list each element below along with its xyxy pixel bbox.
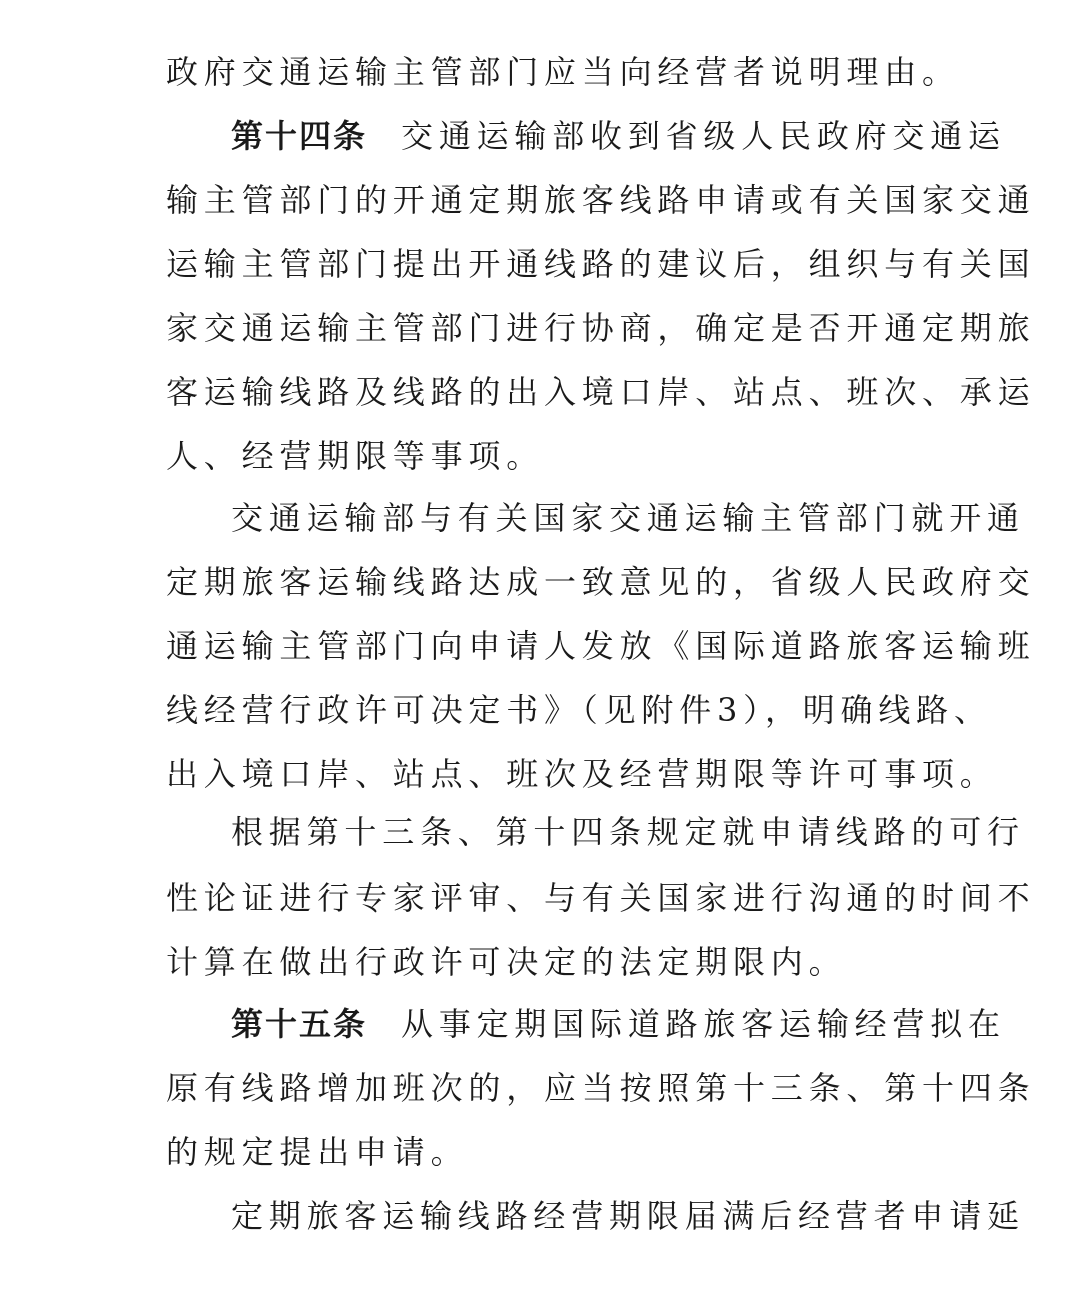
text-line: 线经营行政许可决定书》（见附件3），明确线路、: [166, 691, 992, 729]
text-line: 性论证进行专家评审、与有关国家进行沟通的时间不: [166, 879, 1036, 917]
text-line: 的规定提出申请。: [166, 1133, 469, 1171]
text-line: 家交通运输主管部门进行协商，确定是否开通定期旅: [166, 309, 1036, 347]
text-line: 从事定期国际道路旅客运输经营拟在: [401, 1005, 1006, 1043]
text-line: 根据第十三条、第十四条规定就申请线路的可行: [231, 813, 1025, 851]
text-line: 政府交通运输主管部门应当向经营者说明理由。: [166, 53, 960, 91]
text-line: 客运输线路及线路的出入境口岸、站点、班次、承运: [166, 373, 1036, 411]
article-14-heading: 第十四条: [231, 117, 368, 155]
text-line: 交通运输部收到省级人民政府交通运: [401, 117, 1006, 155]
article-15-first-line: [231, 992, 1006, 1056]
text-line: 人、经营期限等事项。: [166, 437, 545, 475]
article-14-first-line: [231, 104, 1006, 168]
text-line: 运输主管部门提出开通线路的建议后，组织与有关国: [166, 245, 1036, 283]
text-line: 定期旅客运输线路达成一致意见的，省级人民政府交: [166, 563, 1036, 601]
text-line: 原有线路增加班次的，应当按照第十三条、第十四条: [166, 1069, 1036, 1107]
text-line: 计算在做出行政许可决定的法定期限内。: [166, 943, 847, 981]
text-line: 出入境口岸、站点、班次及经营期限等许可事项。: [166, 755, 998, 793]
article-15-heading: 第十五条: [231, 1005, 368, 1043]
text-line: 通运输主管部门向申请人发放《国际道路旅客运输班: [166, 627, 1036, 665]
text-line: 交通运输部与有关国家交通运输主管部门就开通: [231, 499, 1025, 537]
text-line: 定期旅客运输线路经营期限届满后经营者申请延: [231, 1197, 1025, 1235]
text-line: 输主管部门的开通定期旅客线路申请或有关国家交通: [166, 181, 1036, 219]
